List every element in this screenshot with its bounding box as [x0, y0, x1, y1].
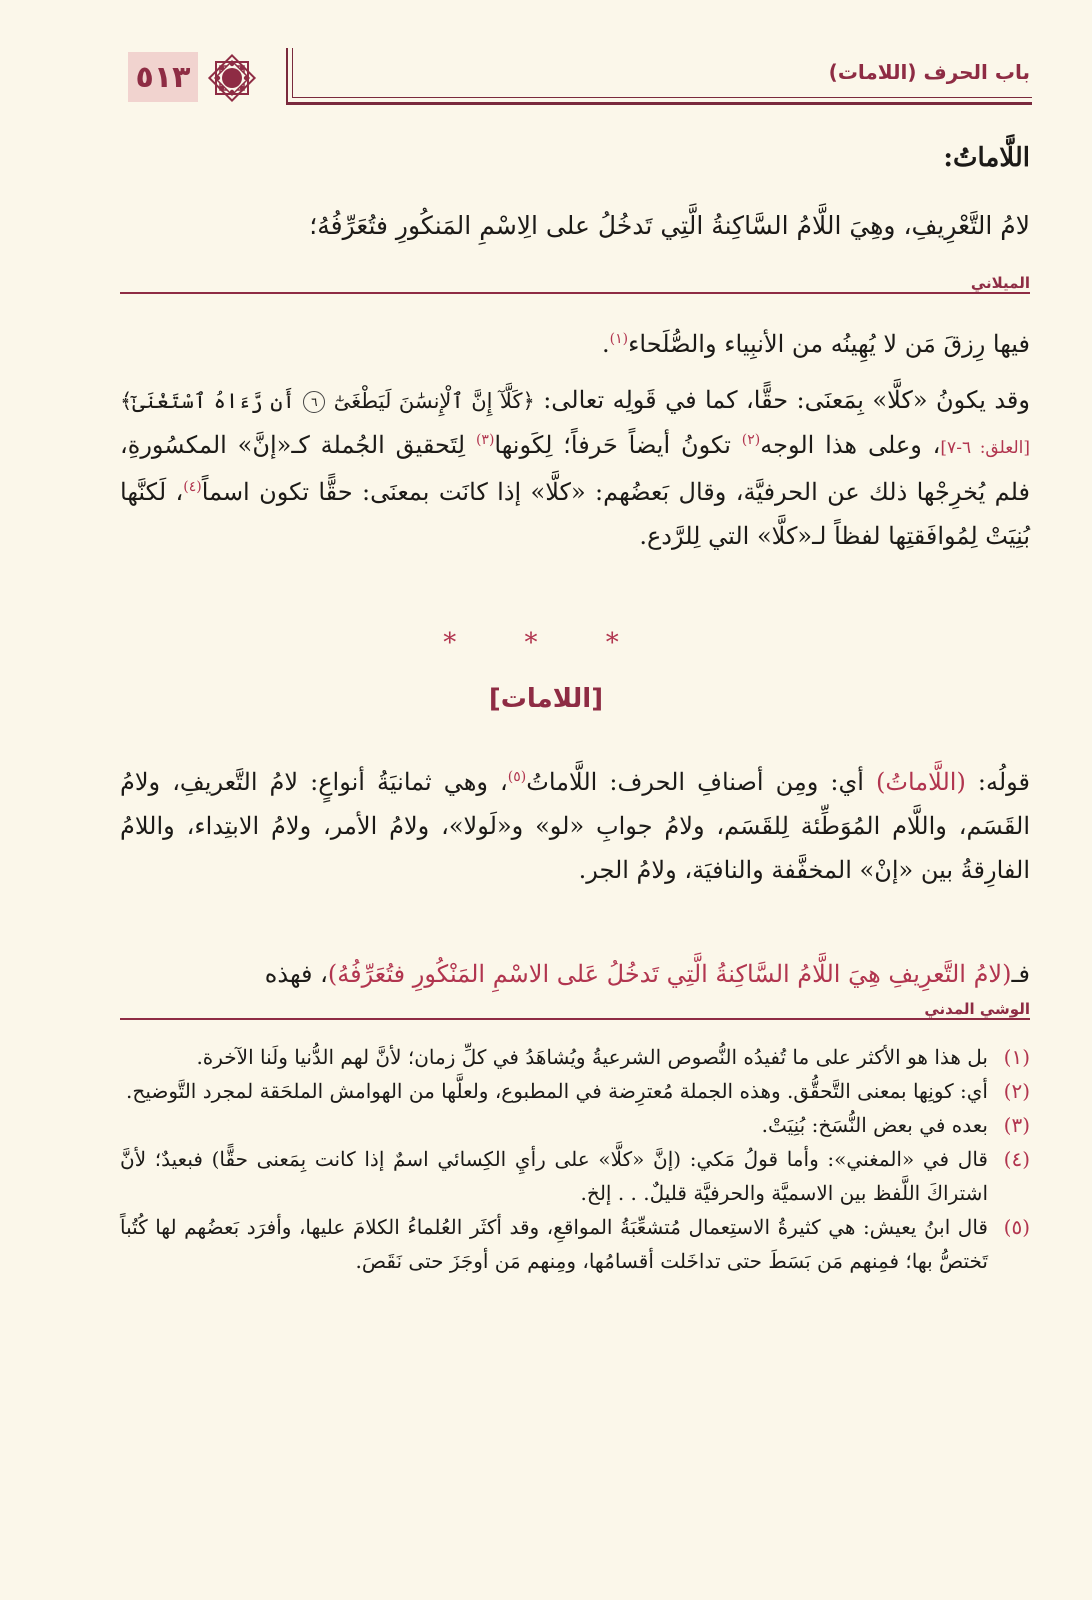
page-header [128, 48, 1032, 110]
footnote-item [120, 1210, 1030, 1278]
footnote-number: (٢) [1003, 1079, 1030, 1103]
commentary-paragraph [120, 322, 1030, 366]
quoted-matn: (لامُ التَّعرِيفِ هِيَ اللَّامُ السَّاكِنةُ الَّتِي تَدخُلُ عَلى الاسْمِ المَنْكُورِ فتُعَرِّفُهُ) [327, 960, 1012, 988]
paragraph-text: فـ [1011, 960, 1030, 988]
commentary-paragraph [120, 378, 1030, 558]
paragraph-text: . [602, 330, 610, 358]
section-separator-stars: * * * [443, 628, 649, 658]
commentator-name: الميلاني [967, 274, 1030, 292]
commentator-name: الوشي المدني [920, 1000, 1030, 1018]
quoted-matn: (اللَّاماتُ) [876, 768, 966, 796]
paragraph-text: قولُه: [965, 768, 1031, 796]
paragraph-text: وقد يكونُ «كلَّا» بِمَعنَى: حقًّا، كما في قَولِه تعالى: [534, 386, 1030, 414]
header-rule-vertical [286, 48, 288, 104]
footnote-number: (٣) [1003, 1113, 1030, 1137]
paragraph-text: ، وعلى هذا الوجه [760, 431, 941, 459]
quran-reference: [العلق: ٦-٧] [940, 438, 1030, 458]
footnotes [120, 1040, 1030, 1278]
paragraph-text: ، وهي ثمانيَةُ أنواعٍ: لامُ التَّعريفِ، ولامُ القَسَم، واللَّام المُوَطِّئة لِلقَسَم، ولامُ جوابِ «لو» و«لَولا»، ولامُ الأمر، ولامُ الابتِداء، واللامُ الفارِقةُ بين «إنْ» المخفَّفة والنافيَة، ولامُ الجر. [120, 768, 1030, 884]
header-rule-horizontal-inner [292, 97, 1032, 98]
divider-line [120, 292, 1030, 294]
footnote-number: (٥) [1003, 1215, 1030, 1239]
footnote-ref[interactable]: (٣) [475, 432, 495, 448]
footnote-text: بل هذا هو الأكثر على ما تُفيدُه النُّصوص الشرعيةُ ويُشاهَدُ في كلِّ زمان؛ لأنَّ لهم الدُّنيا ولَنا الآخرة. [196, 1045, 988, 1069]
header-rule-vertical-inner [292, 48, 293, 98]
paragraph-text: لِتَحقيق الجُملة كـ«إنَّ» المكسُورةِ، فلم يُخرِجْها ذلك عن الحرفيَّة، وقال بَعضُهم: «كلَّا» إذا كانَت بمعنَى: حقًّا تكون اسماً [120, 431, 1030, 506]
paragraph-text: فيها رِزقَ مَن لا يُهِينُه من الأنبِياء والصُّلَحاء [628, 330, 1030, 358]
matn-heading: اللَّاماتُ: [943, 143, 1030, 173]
verse-number-marker: ٦ [303, 391, 325, 413]
matn-text: لامُ التَّعْرِيفِ، وهِيَ اللَّامُ السَّاكِنةُ الَّتِي تَدخُلُ على الِاسْمِ المَنكُورِ فتُعَرِّفُهُ؛ [309, 211, 1030, 240]
footnote-number: (١) [1003, 1045, 1030, 1069]
chapter-title: باب الحرف (اللامات) [828, 60, 1030, 84]
commentary-paragraph [120, 952, 1030, 996]
quran-quote: أَن رَّءَاهُ ٱسْتَغْنَىٰٓ﴾ [120, 389, 295, 413]
paragraph-text: ، فهذه [264, 960, 328, 988]
commentator-divider [120, 274, 1030, 296]
header-rule [286, 48, 1032, 108]
commentary-paragraph [120, 760, 1030, 892]
footnote-text: بعده في بعض النُّسَخ: بُنِيَتْ. [761, 1113, 988, 1137]
footnote-text: قال في «المغني»: وأما قولُ مَكي: (إنَّ «كلَّا» على رأيِ الكِسائي اسمٌ إذا كانت بِمَعنى حقًّا) فبعيدٌ؛ لأنَّ اشتراكَ اللَّفظ بين الاسميَّة والحرفيَّة قليلٌ. . . إلخ. [120, 1147, 988, 1205]
footnote-ref[interactable]: (٥) [507, 769, 527, 785]
page-number-badge [128, 52, 198, 102]
footnote-text: قال ابنُ يعيش: هي كثيرةُ الاستِعمال مُتشعِّبَةُ المواقعِ، وقد أكثَر العُلماءُ الكلامَ عليها، وأفرَد بَعضُهم لها كُتُباً تَختصُّ بها؛ فمِنهم مَن بَسَطَ حتى تداخَلت أقسامُها، ومِنهم مَن أوجَزَ حتى نَقَصَ. [120, 1215, 988, 1273]
footnote-item [120, 1074, 1030, 1108]
footnote-ref[interactable]: (١) [609, 331, 629, 347]
paragraph-text: تكونُ أيضاً حَرفاً؛ لِكَونها [494, 431, 742, 459]
section-title: [اللامات] [488, 684, 604, 714]
footnote-number: (٤) [1003, 1147, 1030, 1171]
footnote-text: أي: كونِها بمعنى التَّحقُّق. وهذه الجملة مُعترِضة في المطبوع، ولعلَّها من الهوامش الملحَقة لمجرد التَّوضيح. [126, 1079, 988, 1103]
quran-quote: ﴿كَلَّآ إِنَّ ٱلْإِنسَٰنَ لَيَطْغَىٰٓ [333, 389, 535, 413]
footnote-ref[interactable]: (٢) [741, 432, 761, 448]
header-rule-horizontal [286, 102, 1032, 105]
footnote-item [120, 1142, 1030, 1210]
paragraph-text: ، لَكنَّها بُنِيَتْ لِمُوافَقتِها لفظاً لـ«كلَّا» التي لِلرَّدع. [120, 478, 1030, 550]
commentator-divider [120, 1000, 1030, 1022]
footnote-item [120, 1040, 1030, 1074]
paragraph-text: أي: ومِن أصنافِ الحرف: اللَّاماتُ [526, 768, 877, 796]
page-number: ٥١٣ [135, 59, 191, 95]
footnote-ref[interactable]: (٤) [183, 479, 202, 495]
divider-line [120, 1018, 1030, 1020]
footnote-item [120, 1108, 1030, 1142]
octagram-rosette-icon [204, 50, 260, 106]
